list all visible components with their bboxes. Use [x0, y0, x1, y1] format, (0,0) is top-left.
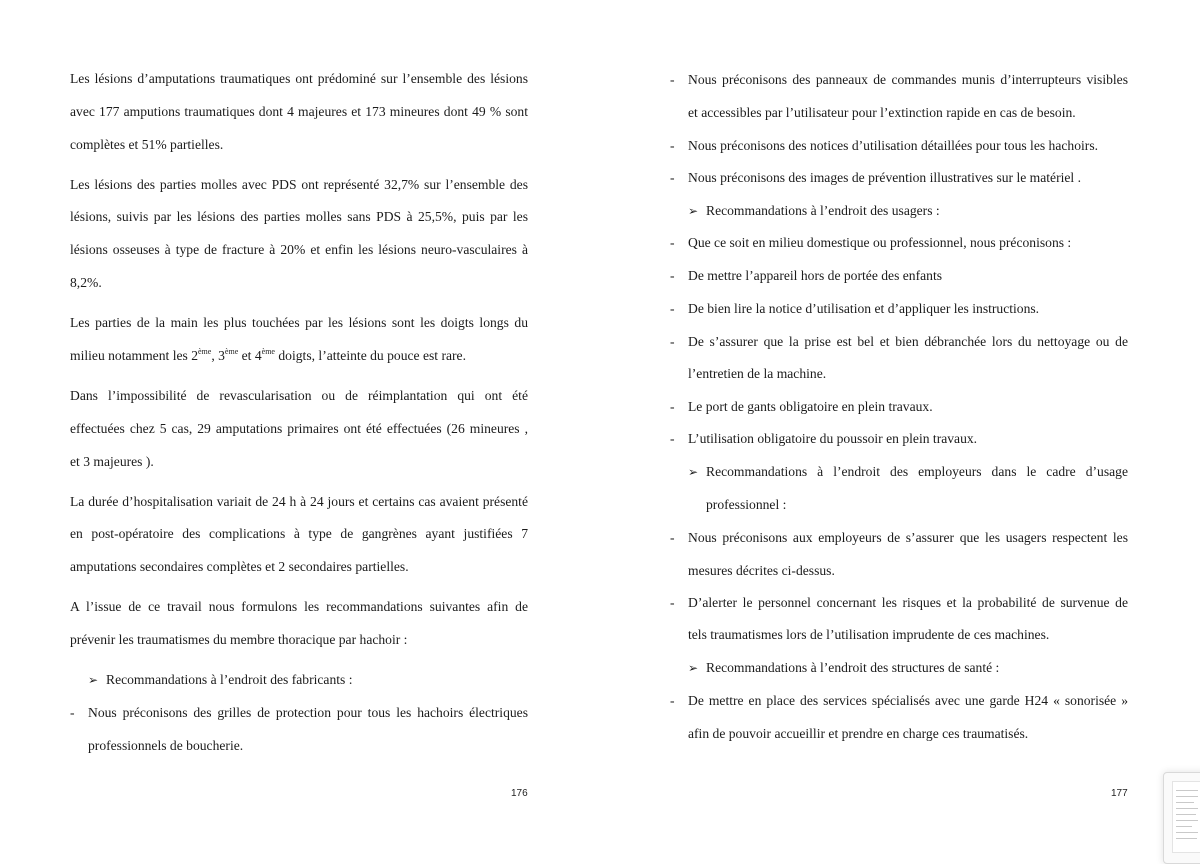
text-line: avec 177 amputions traumatiques dont 4 majeures et 173 mineures dont 49 % sont: [70, 104, 528, 119]
list-item: Le port de gants obligatoire en plein travaux.: [688, 399, 933, 414]
text-line: La durée d’hospitalisation variait de 24 h à 24 jours et certains cas avaient présenté: [70, 494, 528, 509]
page-number: 176: [511, 788, 528, 799]
text-line: Les lésions d’amputations traumatiques ont prédominé sur l’ensemble des lésions: [70, 71, 528, 86]
arrow-bullet-icon: ➢: [88, 673, 99, 687]
dash-bullet: -: [670, 431, 675, 446]
page-176: [0, 0, 600, 849]
page-number: 177: [1111, 788, 1128, 799]
list-item: Nous préconisons des notices d’utilisation détaillées pour tous les hachoirs.: [688, 138, 1099, 153]
section-heading: Recommandations à l’endroit des fabricants :: [106, 672, 353, 687]
list-item: L’utilisation obligatoire du poussoir en plein travaux.: [688, 431, 978, 446]
list-item-cont: afin de pouvoir accueillir et prendre en charge ces traumatisés.: [688, 726, 1029, 741]
page-thumbnail-icon[interactable]: [1163, 772, 1200, 864]
page-177: [600, 0, 1200, 849]
arrow-bullet-icon: ➢: [688, 204, 699, 218]
dash-bullet: -: [70, 705, 75, 720]
superscript: ème: [198, 347, 212, 356]
dash-bullet: -: [670, 301, 675, 316]
arrow-bullet-icon: ➢: [688, 661, 699, 675]
text-line: lésions osseuses à type de fracture à 20% et enfin les lésions neuro-vasculaires à: [70, 242, 528, 257]
list-item-cont: tels traumatismes lors de l’utilisation imprudente de ces machines.: [688, 627, 1050, 642]
text-line: amputations secondaires complètes et 2 secondaires partielles.: [70, 559, 409, 574]
text-line: complètes et 51% partielles.: [70, 137, 224, 152]
section-heading-cont: professionnel :: [706, 497, 787, 512]
list-item: Nous préconisons des grilles de protection pour tous les hachoirs électriques: [88, 705, 528, 720]
list-item: De bien lire la notice d’utilisation et d’appliquer les instructions.: [688, 301, 1040, 316]
text-line: effectuées chez 5 cas, 29 amputations primaires ont été effectuées (26 mineures ,: [70, 421, 528, 436]
list-item: D’alerter le personnel concernant les risques et la probabilité de survenue de: [688, 595, 1128, 610]
dash-bullet: -: [670, 334, 675, 349]
dash-bullet: -: [670, 268, 675, 283]
list-item-cont: l’entretien de la machine.: [688, 366, 827, 381]
text-line: 8,2%.: [70, 275, 102, 290]
list-item: Nous préconisons des images de prévention illustratives sur le matériel .: [688, 170, 1081, 185]
dash-bullet: -: [670, 72, 675, 87]
list-item: Nous préconisons aux employeurs de s’assurer que les usagers respectent les: [688, 530, 1128, 545]
dash-bullet: -: [670, 530, 675, 545]
dash-bullet: -: [670, 595, 675, 610]
list-item: De mettre en place des services spécialisés avec une garde H24 « sonorisée »: [688, 693, 1128, 708]
text-line: en post-opératoire des complications à type de gangrènes ayant justifiées 7: [70, 526, 528, 541]
list-item: Que ce soit en milieu domestique ou professionnel, nous préconisons :: [688, 235, 1072, 250]
list-item: Nous préconisons des panneaux de commandes munis d’interrupteurs visibles: [688, 72, 1128, 87]
list-item: De mettre l’appareil hors de portée des enfants: [688, 268, 943, 283]
text-line: Les lésions des parties molles avec PDS ont représenté 32,7% sur l’ensemble des: [70, 177, 528, 192]
text-line: prévenir les traumatismes du membre thoracique par hachoir :: [70, 632, 408, 647]
list-item-cont: mesures décrites ci-dessus.: [688, 563, 835, 578]
text-line: lésions, suivis par les lésions des parties molles sans PDS à 25,5%, puis par les: [70, 209, 528, 224]
dash-bullet: -: [670, 235, 675, 250]
text-line: et 3 majeures ).: [70, 454, 154, 469]
arrow-bullet-icon: ➢: [688, 465, 699, 479]
list-item-cont: professionnels de boucherie.: [88, 738, 244, 753]
superscript: ème: [261, 347, 275, 356]
fingers-line: [70, 347, 466, 365]
section-heading: Recommandations à l’endroit des usagers :: [706, 203, 940, 218]
list-item-cont: et accessibles par l’utilisateur pour l’extinction rapide en cas de besoin.: [688, 105, 1076, 120]
dash-bullet: -: [670, 170, 675, 185]
superscript: ème: [224, 347, 239, 356]
section-heading: Recommandations à l’endroit des structures de santé :: [706, 660, 1000, 675]
thumbnail-page: [1172, 781, 1200, 853]
text-line: Dans l’impossibilité de revascularisation ou de réimplantation qui ont été: [70, 388, 528, 403]
section-heading: Recommandations à l’endroit des employeurs dans le cadre d’usage: [706, 464, 1128, 479]
list-item: De s’assurer que la prise est bel et bien débranchée lors du nettoyage ou de: [688, 334, 1128, 349]
dash-bullet: -: [670, 693, 675, 708]
fingers-sep: , 3: [211, 348, 225, 363]
text-line: Les parties de la main les plus touchées par les lésions sont les doigts longs du: [70, 315, 528, 330]
dash-bullet: -: [670, 399, 675, 414]
text-line: A l’issue de ce travail nous formulons les recommandations suivantes afin de: [70, 599, 528, 614]
fingers-suffix: doigts, l’atteinte du pouce est rare.: [274, 348, 466, 363]
dash-bullet: -: [670, 138, 675, 153]
fingers-prefix: milieu notamment les 2: [70, 348, 198, 363]
fingers-sep: et 4: [238, 348, 262, 363]
